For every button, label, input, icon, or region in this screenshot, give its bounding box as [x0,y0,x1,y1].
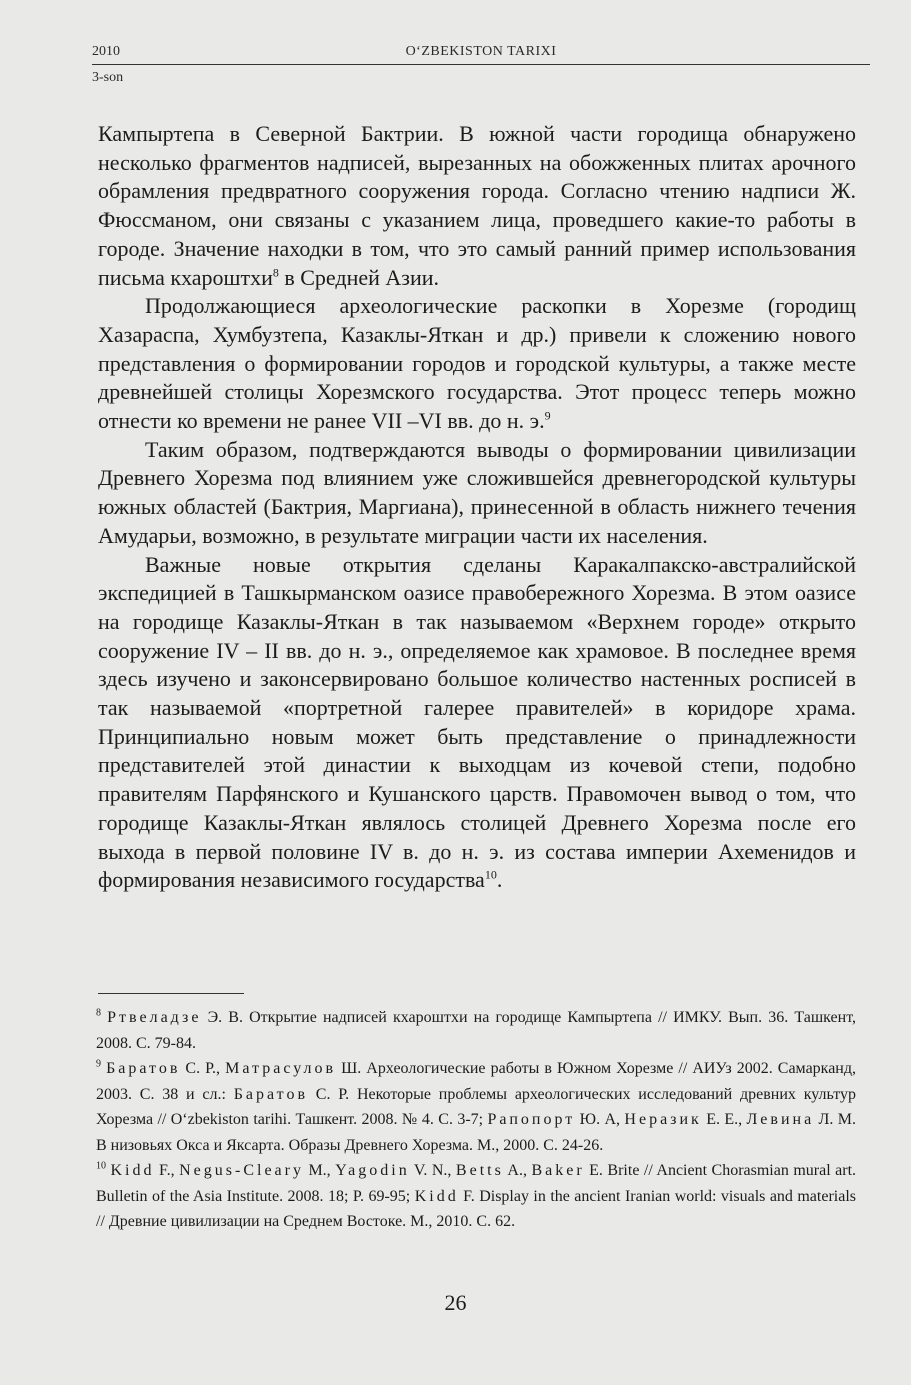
header-rule [92,64,870,65]
main-text [98,120,856,895]
paragraph-1: Кампыртепа в Северной Бактрии. В южной части городища обнаружено несколько фрагментов надписей, вырезанных на обожженных плитах арочного обрамления предвратного сооружения города. Согласно чтению надписи Ж. Фюссманом, они связаны с указанием лица, проведшего какие-то работы в городе. Значение находки в том, что это самый ранний пример использования письма кхароштхи$^8$ в Средней Азии. [98,121,856,290]
footnote-9: $^9$ Баратов С. Р., Матрасулов Ш. Археологические работы в Южном Хорезме // АИУз 2002. Самарканд, 2003. С. 38 и сл.: Баратов С. Р. Некоторые проблемы археологических исследований древних культур Хорезма // O‘zbekiston tarihi. Ташкент. 2008. № 4. С. 3-7; Рапопорт Ю. А, Неразик Е. Е., Левина Л. М. В низовьях Окса и Яксарта. Образы Древнего Хорезма. М., 2000. С. 24-26. [96,1058,857,1154]
footnotes [96,1005,856,1235]
header-year: 2010 [92,44,120,59]
running-header [92,40,870,66]
footnote-8: $^8$ Ртвеладзе Э. В. Открытие надписей кхароштхи на городище Кампыртепа // ИМКУ. Вып. 36. Ташкент, 2008. С. 79-84. [96,1007,857,1052]
paragraph-3: Таким образом, подтверждаются выводы о формировании цивилизации Древнего Хорезма под влиянием уже сложившейся древнегородской культуры южных областей (Бактрия, Маргиана), принесенной в область нижнего течения Амударьи, возможно, в результате миграции части их населения. [98,436,856,548]
footnote-ref-8[interactable]: 8 [272,265,279,280]
header-issue: 3-son [92,70,124,85]
paragraph-2: Продолжающиеся археологические раскопки в Хорезме (городищ Хазараспа, Хумбузтепа, Казаклы-Яткан и др.) привели к сложению нового представления о формировании городов и городской культуры, а также месте древнейшей столицы Хорезмского государства. Этот процесс теперь можно отнести ко времени не ранее VII –VI вв. до н. э.$^9$ [98,293,856,434]
header-journal-title: O‘ZBEKISTON TARIXI [405,44,557,59]
paragraph-4: Важные новые открытия сделаны Каракалпакско-австралийской экспедицией в Ташкырманском оазисе правобережного Хорезма. В этом оазисе на городище Казаклы-Яткан в так называемом «Верхнем городе» открыто сооружение IV – II вв. до н. э., определяемое как храмовое. В последнее время здесь изучено и законсервировано большое количество настенных росписей в так называемой «портретной галерее правителей» в коридоре храма. Принципиально новым может быть представление о принадлежности представителей этой династии к выходцам из кочевой степи, подобно правителям Парфянского и Кушанского царств. Правомочен вывод о том, что городище Казаклы-Яткан являлось столицей Древнего Хорезма после его выхода в первой половине IV в. до н. э. из состава империи Ахеменидов и формирования независимого государства$^{10}$. [98,551,856,893]
footnote-separator [98,993,244,994]
footnote-10: $^{10}$ Kidd F., Negus-Cleary M., Yagodin V. N., Betts A., Baker E. Brite // Ancient Chorasmian mural art. Bulletin of the Asia Institute. 2008. 18; P. 69-95; Kidd F. Display in the ancient Iranian world: visuals and materials // Древние цивилизации на Среднем Востоке. М., 2010. С. 62. [96,1160,857,1230]
footnote-ref-9[interactable]: 9 [544,408,551,423]
page-number: 26 [444,1290,467,1315]
footnote-ref-10[interactable]: 10 [484,867,497,882]
